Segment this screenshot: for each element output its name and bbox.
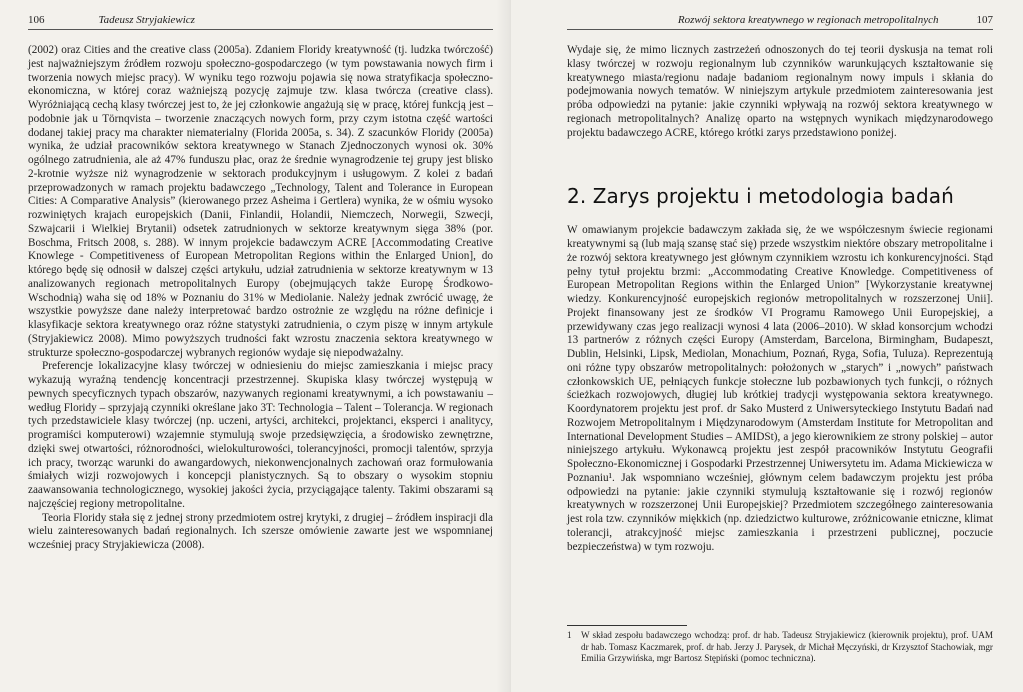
right-running-head <box>567 14 993 30</box>
section-heading: 2. Zarys projektu i metodologia badań <box>567 184 954 209</box>
right-page <box>511 0 1023 692</box>
footnote-text: W skład zespołu badawczego wchodzą: prof. dr hab. Tadeusz Stryjakiewicz (kierownik projektu), prof. UAM dr hab. Tomasz Kaczmarek, prof. dr hab. Jerzy J. Parysek, dr Michał Męczyński, dr Krzysztof Stachowiak, mgr Emilia Grzywińska, mgr Bartosz Stępiński (pomoc techniczna). <box>581 630 993 663</box>
left-page <box>0 0 511 692</box>
right-body-text <box>567 44 993 554</box>
right-intro-paragraph: Wydaje się, że mimo licznych zastrzeżeń odnoszonych do tej teorii dyskusja na temat roli klasy twórczej w rozwoju regionalnym lub czynników warunkujących kształtowanie się kreatywnego miasta/regionu nadaje badaniom regionalnym nowy impuls i skłania do podejmowania nowych tematów. W niniejszym artykule przedmiotem zainteresowania jest próba odpowiedzi na pytanie: jakie czynniki wpływają na rozwój sektora kreatywnego w regionach metropolitalnych? Analizę oparto na wstępnych wynikach międzynarodowego projektu badawczego ACRE, którego krótki zarys przedstawiono poniżej. <box>567 44 993 139</box>
right-section-paragraph: W omawianym projekcie badawczym zakłada się, że we współczesnym świecie regionami kreatywnymi są (lub mają szansę stać się) przede wszystkim niektóre obszary metropolitalne i że rozwój sektora kreatywnego jest głównym czynnikiem wzrostu ich konkurencyjności. Stąd pełny tytuł projektu brzmi: „Accommodating Creative Knowledge. Competitiveness of European Metropolitan Regions within the Enlarged Union” [Wykorzystanie kreatywnej wiedzy. Konkurencyjność europejskich regionów metropolitalnych w rozszerzonej Unii]. Projekt finansowany jest ze środków VI Programu Ramowego Unii Europejskiej, a przewidywany czas jego realizacji wynosi 4 lata (2006–2010). W skład konsorcjum wchodzi 13 partnerów z różnych części Europy (Amsterdam, Barcelona, Birmingham, Budapeszt, Dublin, Helsinki, Lipsk, Mediolan, Monachium, Poznań, Ryga, Sofia, Tuluza). Reprezentują oni różne typy obszarów metropolitalnych: położonych w „starych” i „nowych” państwach członkowskich UE, pełniących funkcje stołeczne lub pozbawionych tych funkcji, o różnych ścieżkach rozwojowych, długiej lub krótkiej tradycji występowania sektora kreatywnego. Koordynatorem projektu jest prof. dr Sako Musterd z Uniwersyteckiego Instytutu Badań nad Rozwojem Metropolitalnym i Międzynarodowym (Amsterdam Institute for Metropolitan and International Development Studies – AMIDSt), a jego kierownikiem ze strony polskiej – autor niniejszego artykułu. Wykonawcą projektu jest zespół pracowników Instytutu Geografii Społeczno-Ekonomicznej i Gospodarki Przestrzennej Uniwersytetu im. Adama Mickiewicza w Poznaniu¹. Jak wspomniano wcześniej, głównym celem badawczym projektu jest próba odpowiedzi na pytanie: jakie czynniki stymulują kształtowanie się i rozwój regionów kreatywnych w rozszerzonej Unii Europejskiej? Przedmiotem szczegółnego zainteresowania jest rola tzw. czynników miękkich (np. dziedzictwo kulturowe, zróżnicowanie etniczne, klimat tolerancji, atrakcyjność miejsc zamieszkania i przestrzeni publicznej, poczucie bezpieczeństwa) w tym rozwoju. <box>567 224 993 553</box>
left-paragraph-1: (2002) oraz Cities and the creative class (2005a). Zdaniem Floridy kreatywność (tj. ludzka twórczość) jest najważniejszym źródłem rozwoju społeczno-gospodarczego (w tym powstawania nowych firm i tworzenia nowych miejsc pracy). W wyniku tego rozwoju pojawia się nowa stratyfikacja społeczno-ekonomiczna, w której coraz ważniejszą pozycję zajmuje tzw. klasa twórcza (creative class). Wyróżniającą cechą klasy twórczej jest to, że jej członkowie angażują się w pracę, której funkcją jest – podobnie jak u Törnqvista – tworzenie znaczących nowych form, przy czym istotna część wartości dodanej takiej pracy ma charakter niematerialny (Florida 2005a, s. 34). Z szacunków Floridy (2005a) wynika, że udział pracowników sektora kreatywnego w Stanach Zjednoczonych wynosi ok. 30% ogólnego zatrudnienia, ale aż 47% funduszu płac, oraz że średnie wynagrodzenie tej grupy jest blisko 2-krotnie wyższe niż wynagrodzenie w sektorach produkcyjnym i usługowym. Z kolei z badań przeprowadzonych w ramach projektu badawczego „Technology, Talent and Tolerance in European Cities: A Comparative Analysis” (kierowanego przez Asheima i Gertlera) wynika, że w ośmiu wysoko rozwiniętych krajach europejskich (Danii, Finlandii, Holandii, Niemczech, Norwegii, Szwecji, Szwajcarii i Wielkiej Brytanii) odsetek zatrudnionych w sektorze kreatywnym sięga 38% (por. Boschma, Fritsch 2008, s. 288). W innym projekcie badawczym ACRE [Accommodating Creative Knowlege - Competitiveness of European Metropolitan Regions within the Enlarged Union], do którego będę się odnosił w dalszej części artykułu, udział zatrudnienia w sektorze kreatywnym w 13 analizowanych regionach metropolitalnych Europy (obejmujących także Europę Środkowo-Wschodnią) waha się od 18% w Poznaniu do 31% w Mediolanie. Należy jednak zwrócić uwagę, że wszystkie powyższe dane należy interpretować bardzo ostrożnie ze względu na różne definicje i klasyfikacje sektora kreatywnego oraz różne statystyki zatrudnienia, o czym piszę w innym artykule (Stryjakiewicz 2008). Mimo powyższych trudności fakt wzrostu znaczenia sektora kreatywnego w strukturze społeczno-gospodarczej wybranych regionów wydaje się niepodważalny. <box>28 44 493 359</box>
left-paragraph-3: Teoria Floridy stała się z jednej strony przedmiotem ostrej krytyki, z drugiej – źródłem inspiracji dla wielu zainteresowanych badań regionalnych. Ich szersze omówienie zawarte jest we wspomnianej wcześniej pracy Stryjakiewicza (2008). <box>28 511 493 551</box>
left-paragraph-2: Preferencje lokalizacyjne klasy twórczej w odniesieniu do miejsc zamieszkania i miejsc pracy wykazują wyraźną tendencję koncentracji przestrzennej. Skupiska klasy twórczej występują w pewnych specyficznych typach obszarów, nazywanych regionami kreatywnymi, a ich powstawaniu – według Floridy – sprzyjają czynniki określane jako 3T: Technologia – Talent – Tolerancja. W regionach tych przedstawiciele klasy twórczej (np. uczeni, artyści, architekci, projektanci, eksperci i analitycy, programiści komputerowi) wzajemnie stymulują swoje przedsięwzięcia, a środowisko zewnętrzne, dzięki swej otwartości, różnorodności, wielokulturowości, tolerancyjności, promocji talentów, sprzyja ich pracy, tworząc warunki do awangardowych, niekonwencjonalnych zachowań oraz formułowania śmiałych wizji rozwojowych i koncepcji planistycznych. Są to obszary o wysokim stopniu zaawansowania technologicznego, wysokiej jakości życia, przyciągające talenty. Takimi obszarami są najczęściej regiony metropolitalne. <box>28 360 493 510</box>
left-running-title: Tadeusz Stryjakiewicz <box>98 14 195 26</box>
right-page-number: 107 <box>976 14 993 26</box>
left-body-text <box>28 44 493 553</box>
footnote-mark: 1 <box>567 630 572 640</box>
left-running-head <box>28 14 493 30</box>
left-page-number: 106 <box>28 14 45 26</box>
right-running-title: Rozwój sektora kreatywnego w regionach metropolitalnych <box>677 14 939 26</box>
footnote-rule <box>567 625 687 626</box>
footnotes <box>567 625 993 665</box>
footnote-1 <box>567 630 993 665</box>
